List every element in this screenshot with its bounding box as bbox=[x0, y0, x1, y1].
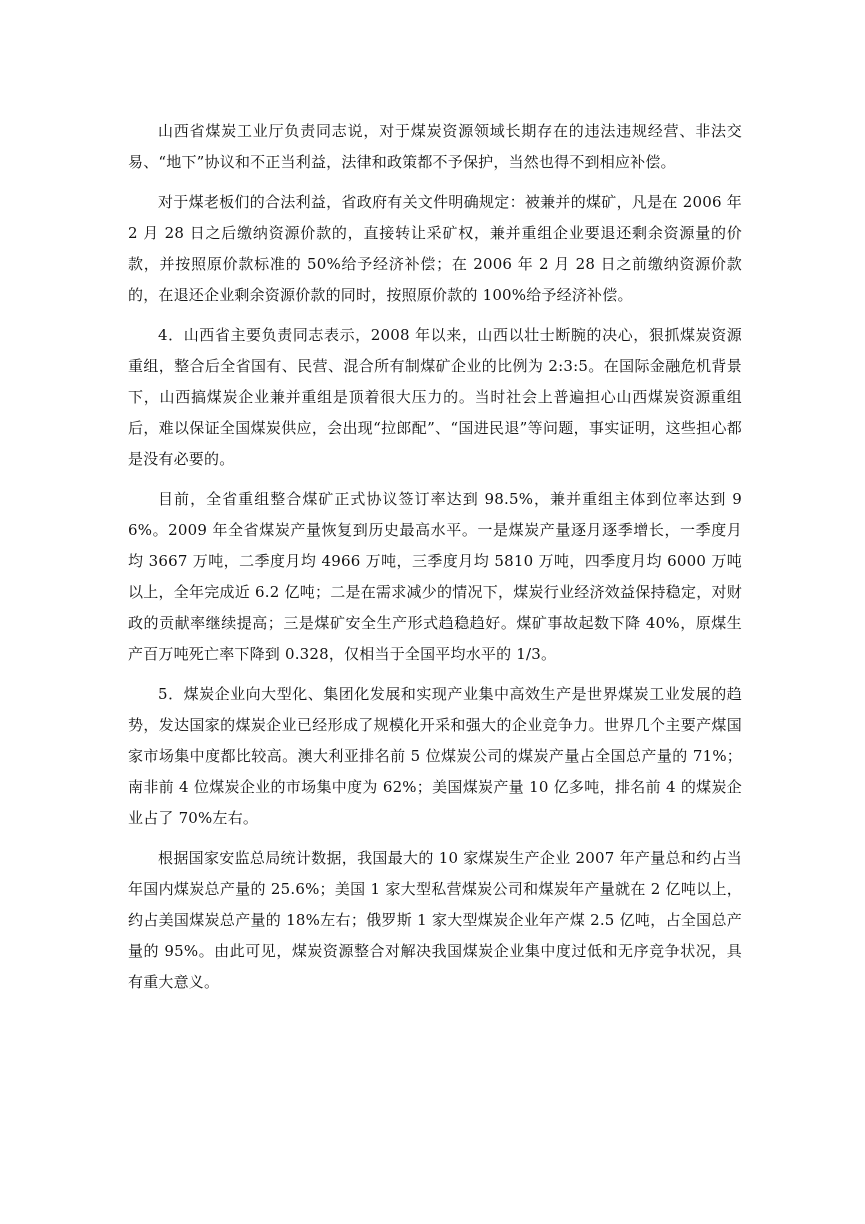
paragraph-3: 4．山西省主要负责同志表示，2008 年以来，山西以壮士断腕的决心，狠抓煤炭资源重组，整合后全省国有、民营、混合所有制煤矿企业的比例为 2:3:5。在国际金融危机背景下，山西搞煤炭企业兼并重组是顶着很大压力的。当时社会上普遍担心山西煤炭资源重组后，难以保证全国煤炭供应，会出现“拉郎配”、“国进民退”等问题，事实证明，这些担心都是没有必要的。 bbox=[128, 326, 742, 468]
paragraph-5: 5．煤炭企业向大型化、集团化发展和实现产业集中高效生产是世界煤炭工业发展的趋势，发达国家的煤炭企业已经形成了规模化开采和强大的企业竞争力。世界几个主要产煤国家市场集中度都比较高。澳大利亚排名前 5 位煤炭公司的煤炭产量占全国总产量的 71%；南非前 4 位煤炭企业的市场集中度为 62%；美国煤炭产量 10 亿多吨，排名前 4 的煤炭企业占了 70%左右。 bbox=[128, 685, 742, 827]
paragraph-4: 目前，全省重组整合煤矿正式协议签订率达到 98.5%，兼并重组主体到位率达到 96%。2009 年全省煤炭产量恢复到历史最高水平。一是煤炭产量逐月逐季增长，一季度月均 3667 万吨，二季度月均 4966 万吨，三季度月均 5810 万吨，四季度月均 6000 万吨以上，全年完成近 6.2 亿吨；二是在需求减少的情况下，煤炭行业经济效益保持稳定，对财政的贡献率继续提高；三是煤矿安全生产形式趋稳趋好。煤矿事故起数下降 40%，原煤生产百万吨死亡率下降到 0.328，仅相当于全国平均水平的 1/3。 bbox=[128, 490, 742, 663]
document-body bbox=[128, 116, 742, 1007]
paragraph-2: 对于煤老板们的合法利益，省政府有关文件明确规定：被兼并的煤矿，凡是在 2006 年 2 月 28 日之后缴纳资源价款的，直接转让采矿权，兼并重组企业要退还剩余资源量的价款，并按照原价款标准的 50%给予经济补偿；在 2006 年 2 月 28 日之前缴纳资源价款的，在退还企业剩余资源价款的同时，按照原价款的 100%给予经济补偿。 bbox=[128, 193, 742, 304]
paragraph-6: 根据国家安监总局统计数据，我国最大的 10 家煤炭生产企业 2007 年产量总和约占当年国内煤炭总产量的 25.6%；美国 1 家大型私营煤炭公司和煤炭年产量就在 2 亿吨以上，约占美国煤炭总产量的 18%左右；俄罗斯 1 家大型煤炭企业年产煤 2.5 亿吨，占全国总产量的 95%。由此可见，煤炭资源整合对解决我国煤炭企业集中度过低和无序竞争状况，具有重大意义。 bbox=[128, 849, 742, 991]
paragraph-1: 山西省煤炭工业厅负责同志说，对于煤炭资源领域长期存在的违法违规经营、非法交易、“地下”协议和不正当利益，法律和政策都不予保护，当然也得不到相应补偿。 bbox=[128, 122, 742, 171]
